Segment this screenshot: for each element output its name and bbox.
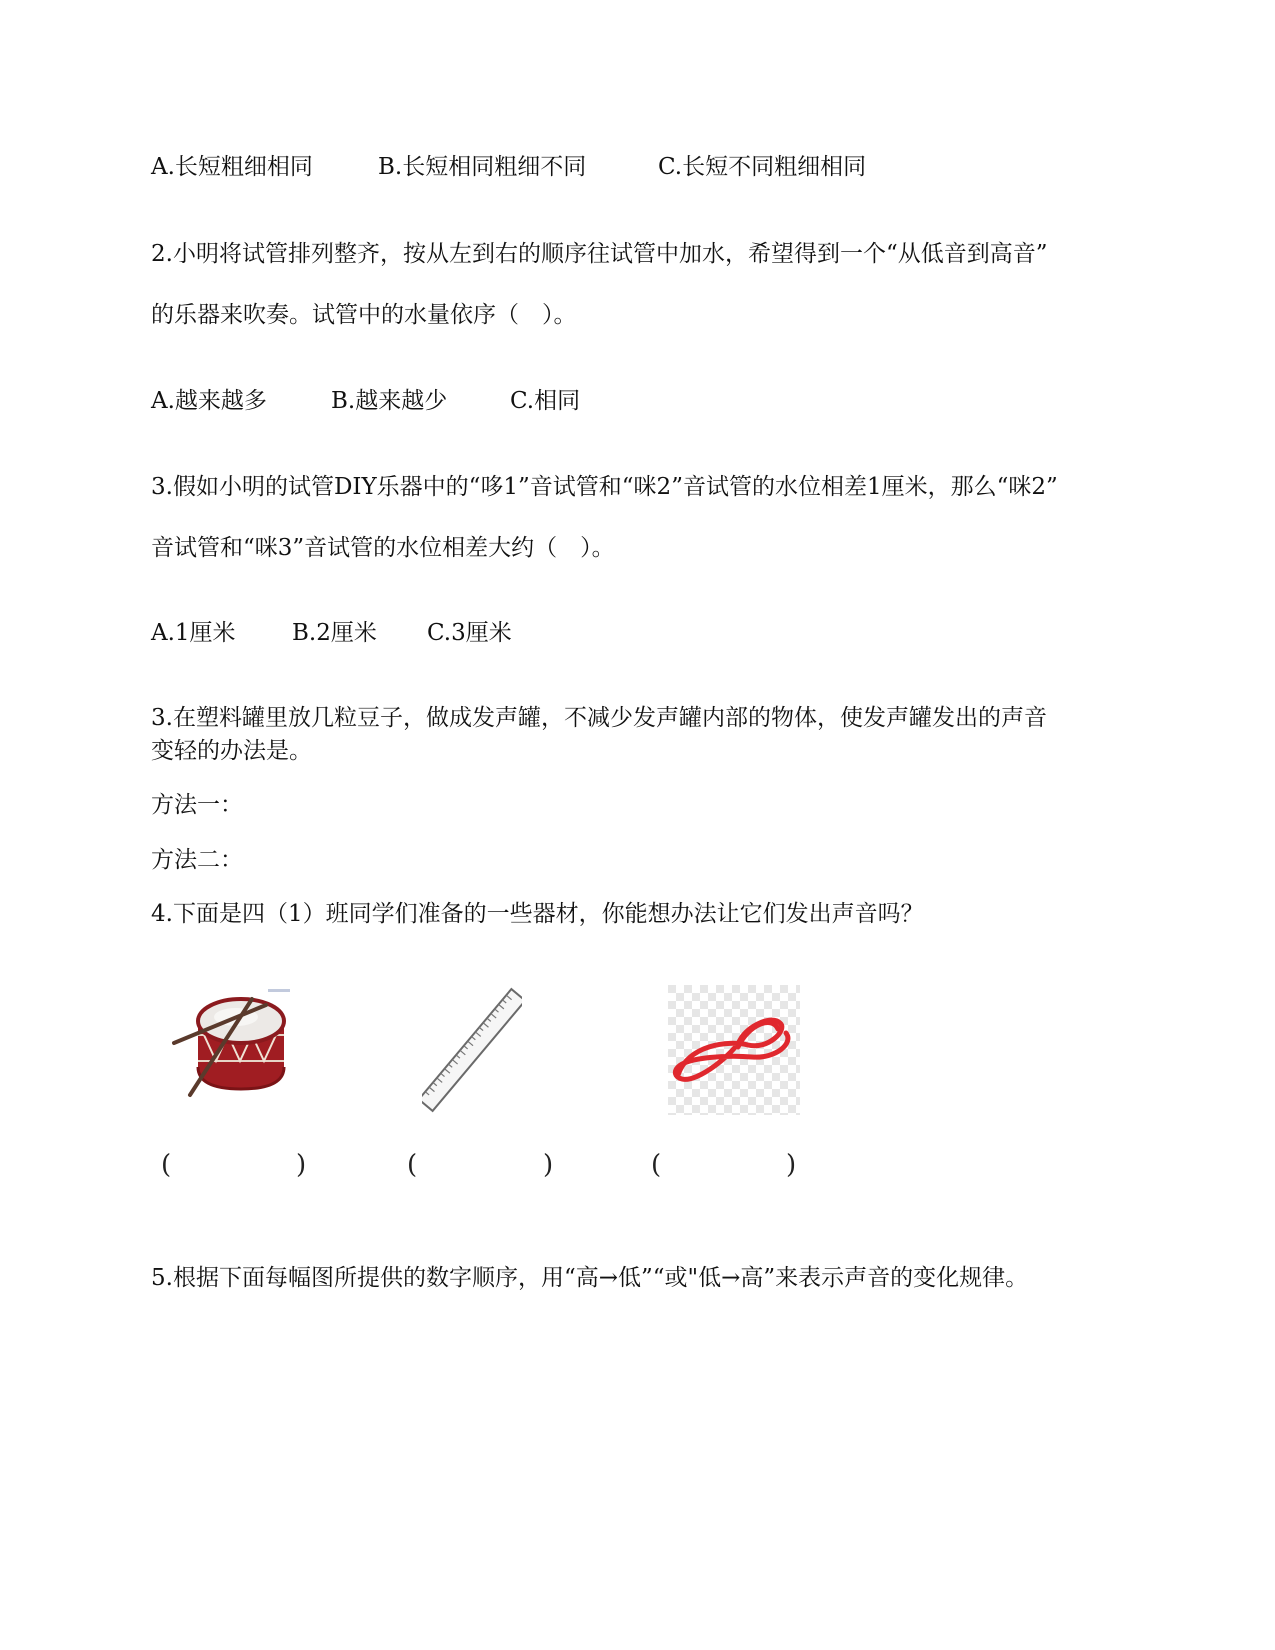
q1-option-b: B.长短相同粗细不同	[378, 154, 587, 180]
q1-options	[151, 152, 866, 182]
q3-option-a: A.1厘米	[151, 620, 236, 646]
ruler-icon	[422, 985, 522, 1119]
answer-paren-open-2: (	[407, 1150, 418, 1180]
q3b-text-line2: 变轻的办法是。	[151, 738, 312, 764]
q2-option-b: B.越来越少	[331, 388, 448, 414]
q3-option-c: C.3厘米	[427, 620, 512, 646]
q3-text-line2: 音试管和“咪3”音试管的水位相差大约（ ）。	[151, 535, 615, 561]
answer-paren-open-1: (	[161, 1150, 172, 1180]
answer-paren-close-2: )	[543, 1150, 554, 1180]
q1-option-a: A.长短粗细相同	[151, 154, 313, 180]
q3-text-line1: 3.假如小明的试管DIY乐器中的“哆1”音试管和“咪2”音试管的水位相差1厘米，那么“咪2”	[151, 474, 1058, 500]
q3b-text-line1: 3.在塑料罐里放几粒豆子，做成发声罐，不减少发声罐内部的物体，使发声罐发出的声音	[151, 705, 1047, 731]
q3-options	[151, 618, 512, 648]
q3b-method1: 方法一：	[151, 792, 243, 818]
q4-text: 4.下面是四（1）班同学们准备的一些器材，你能想办法让它们发出声音吗？	[151, 901, 924, 927]
answer-paren-close-3: )	[786, 1150, 797, 1180]
q2-options	[151, 386, 580, 416]
q2-option-a: A.越来越多	[151, 388, 267, 414]
answer-paren-close-1: )	[296, 1150, 307, 1180]
q3b-method2: 方法二：	[151, 847, 243, 873]
q1-option-c: C.长短不同粗细相同	[658, 154, 867, 180]
drum-icon	[170, 985, 300, 1109]
answer-paren-open-3: (	[651, 1150, 662, 1180]
q2-option-c: C.相同	[510, 388, 581, 414]
q2-text-line2: 的乐器来吹奏。试管中的水量依序（ ）。	[151, 302, 577, 328]
q3-option-b: B.2厘米	[292, 620, 377, 646]
rubber-band-icon	[668, 985, 800, 1119]
q2-text-line1: 2.小明将试管排列整齐，按从左到右的顺序往试管中加水，希望得到一个“从低音到高音”	[151, 241, 1048, 267]
q5-text: 5.根据下面每幅图所提供的数字顺序，用“高→低”“或"低→高”来表示声音的变化规律。	[151, 1265, 1029, 1291]
